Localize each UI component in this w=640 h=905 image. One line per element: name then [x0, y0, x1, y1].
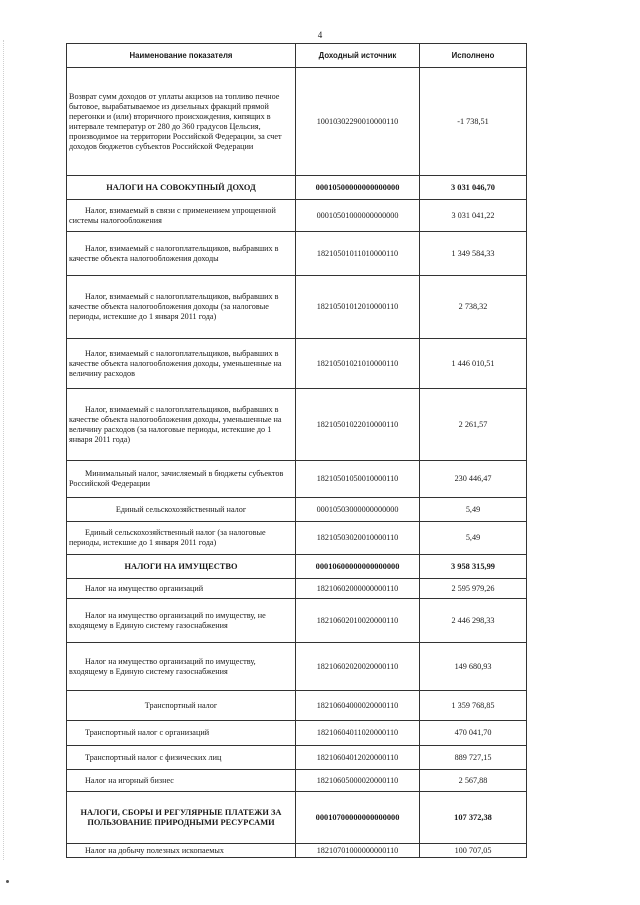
row-code: 18210604012020000110 — [296, 746, 420, 770]
header-indicator-name: Наименование показателя — [67, 44, 296, 68]
table-row — [67, 844, 527, 858]
table-row — [67, 522, 527, 555]
row-name: Транспортный налог с физических лиц — [67, 746, 296, 770]
table-row — [67, 555, 527, 579]
row-name: Налог, взимаемый в связи с применением упрощенной системы налогообложения — [67, 200, 296, 232]
row-name: Возврат сумм доходов от уплаты акцизов на топливо печное бытовое, вырабатываемое из дизельных фракций прямой перегонки и (или) вторичного происхождения, кипящих в интервале температур от 280 до 360 градусов Цельсия, производимое на территории Российской Федерации, за счет доходов бюджетов субъектов Российской Федерации — [67, 68, 296, 176]
row-code: 18210501021010000110 — [296, 339, 420, 389]
row-value: 5,49 — [420, 522, 527, 555]
row-code: 18210501022010000110 — [296, 389, 420, 461]
row-code: 18210701000000000110 — [296, 844, 420, 858]
row-name: Налог, взимаемый с налогоплательщиков, выбравших в качестве объекта налогообложения доходы — [67, 232, 296, 276]
table-row — [67, 68, 527, 176]
row-code: 18210605000020000110 — [296, 770, 420, 792]
row-value: -1 738,51 — [420, 68, 527, 176]
table-row — [67, 792, 527, 844]
table-row — [67, 579, 527, 599]
table-row — [67, 599, 527, 643]
row-value: 149 680,93 — [420, 643, 527, 691]
row-value: 3 031 041,22 — [420, 200, 527, 232]
table-row — [67, 498, 527, 522]
row-value: 2 738,32 — [420, 276, 527, 339]
row-name: Минимальный налог, зачисляемый в бюджеты субъектов Российской Федерации — [67, 461, 296, 498]
scan-dot — [6, 880, 9, 883]
row-name: Налог на имущество организаций по имуществу, не входящему в Единую систему газоснабжения — [67, 599, 296, 643]
row-value: 2 261,57 — [420, 389, 527, 461]
row-name: Налог, взимаемый с налогоплательщиков, выбравших в качестве объекта налогообложения доходы, уменьшенные на величину расходов — [67, 339, 296, 389]
table-row — [67, 461, 527, 498]
row-value: 107 372,38 — [420, 792, 527, 844]
row-code: 18210501050010000110 — [296, 461, 420, 498]
row-value: 1 349 584,33 — [420, 232, 527, 276]
row-name: Единый сельскохозяйственный налог (за налоговые периоды, истекшие до 1 января 2011 года) — [67, 522, 296, 555]
table-row — [67, 232, 527, 276]
header-revenue-source: Доходный источник — [296, 44, 420, 68]
row-code: 10010302290010000110 — [296, 68, 420, 176]
row-code: 00010501000000000000 — [296, 200, 420, 232]
row-value: 5,49 — [420, 498, 527, 522]
row-code: 00010700000000000000 — [296, 792, 420, 844]
row-code: 18210602010020000110 — [296, 599, 420, 643]
scan-edge-line — [3, 40, 5, 860]
row-name: Налог на имущество организаций по имуществу, входящему в Единую систему газоснабжения — [67, 643, 296, 691]
table-row — [67, 200, 527, 232]
revenue-table — [66, 43, 527, 858]
row-code: 18210604011020000110 — [296, 721, 420, 746]
row-code: 00010500000000000000 — [296, 176, 420, 200]
row-name: Налог, взимаемый с налогоплательщиков, выбравших в качестве объекта налогообложения доходы (за налоговые периоды, истекшие до 1 января 2011 года) — [67, 276, 296, 339]
table-row — [67, 691, 527, 721]
row-code: 18210503020010000110 — [296, 522, 420, 555]
row-code: 00010600000000000000 — [296, 555, 420, 579]
row-name: Налог на игорный бизнес — [67, 770, 296, 792]
row-name: НАЛОГИ, СБОРЫ И РЕГУЛЯРНЫЕ ПЛАТЕЖИ ЗА ПОЛЬЗОВАНИЕ ПРИРОДНЫМИ РЕСУРСАМИ — [67, 792, 296, 844]
row-code: 00010503000000000000 — [296, 498, 420, 522]
row-value: 1 359 768,85 — [420, 691, 527, 721]
row-value: 2 595 979,26 — [420, 579, 527, 599]
row-name: Налог, взимаемый с налогоплательщиков, выбравших в качестве объекта налогообложения доходы, уменьшенные на величину расходов (за налоговые периоды, истекшие до 1 января 2011 года) — [67, 389, 296, 461]
row-name: НАЛОГИ НА ИМУЩЕСТВО — [67, 555, 296, 579]
row-name: Транспортный налог с организаций — [67, 721, 296, 746]
row-name: Налог на добычу полезных ископаемых — [67, 844, 296, 858]
row-value: 2 446 298,33 — [420, 599, 527, 643]
row-value: 3 031 046,70 — [420, 176, 527, 200]
row-value: 2 567,88 — [420, 770, 527, 792]
row-name: Единый сельскохозяйственный налог — [67, 498, 296, 522]
row-code: 18210501011010000110 — [296, 232, 420, 276]
page-number: 4 — [317, 30, 323, 40]
table-row — [67, 746, 527, 770]
row-name: НАЛОГИ НА СОВОКУПНЫЙ ДОХОД — [67, 176, 296, 200]
row-name: Налог на имущество организаций — [67, 579, 296, 599]
table-row — [67, 721, 527, 746]
row-value: 100 707,05 — [420, 844, 527, 858]
table-row — [67, 276, 527, 339]
row-code: 18210602000000000110 — [296, 579, 420, 599]
row-code: 18210602020020000110 — [296, 643, 420, 691]
row-code: 18210501012010000110 — [296, 276, 420, 339]
row-name: Транспортный налог — [67, 691, 296, 721]
row-value: 889 727,15 — [420, 746, 527, 770]
table-row — [67, 176, 527, 200]
table-row — [67, 389, 527, 461]
header-executed: Исполнено — [420, 44, 527, 68]
row-value: 3 958 315,99 — [420, 555, 527, 579]
table-row — [67, 339, 527, 389]
row-value: 230 446,47 — [420, 461, 527, 498]
table-header-row — [67, 44, 527, 68]
table-row — [67, 643, 527, 691]
row-value: 1 446 010,51 — [420, 339, 527, 389]
row-value: 470 041,70 — [420, 721, 527, 746]
table-row — [67, 770, 527, 792]
row-code: 18210604000020000110 — [296, 691, 420, 721]
